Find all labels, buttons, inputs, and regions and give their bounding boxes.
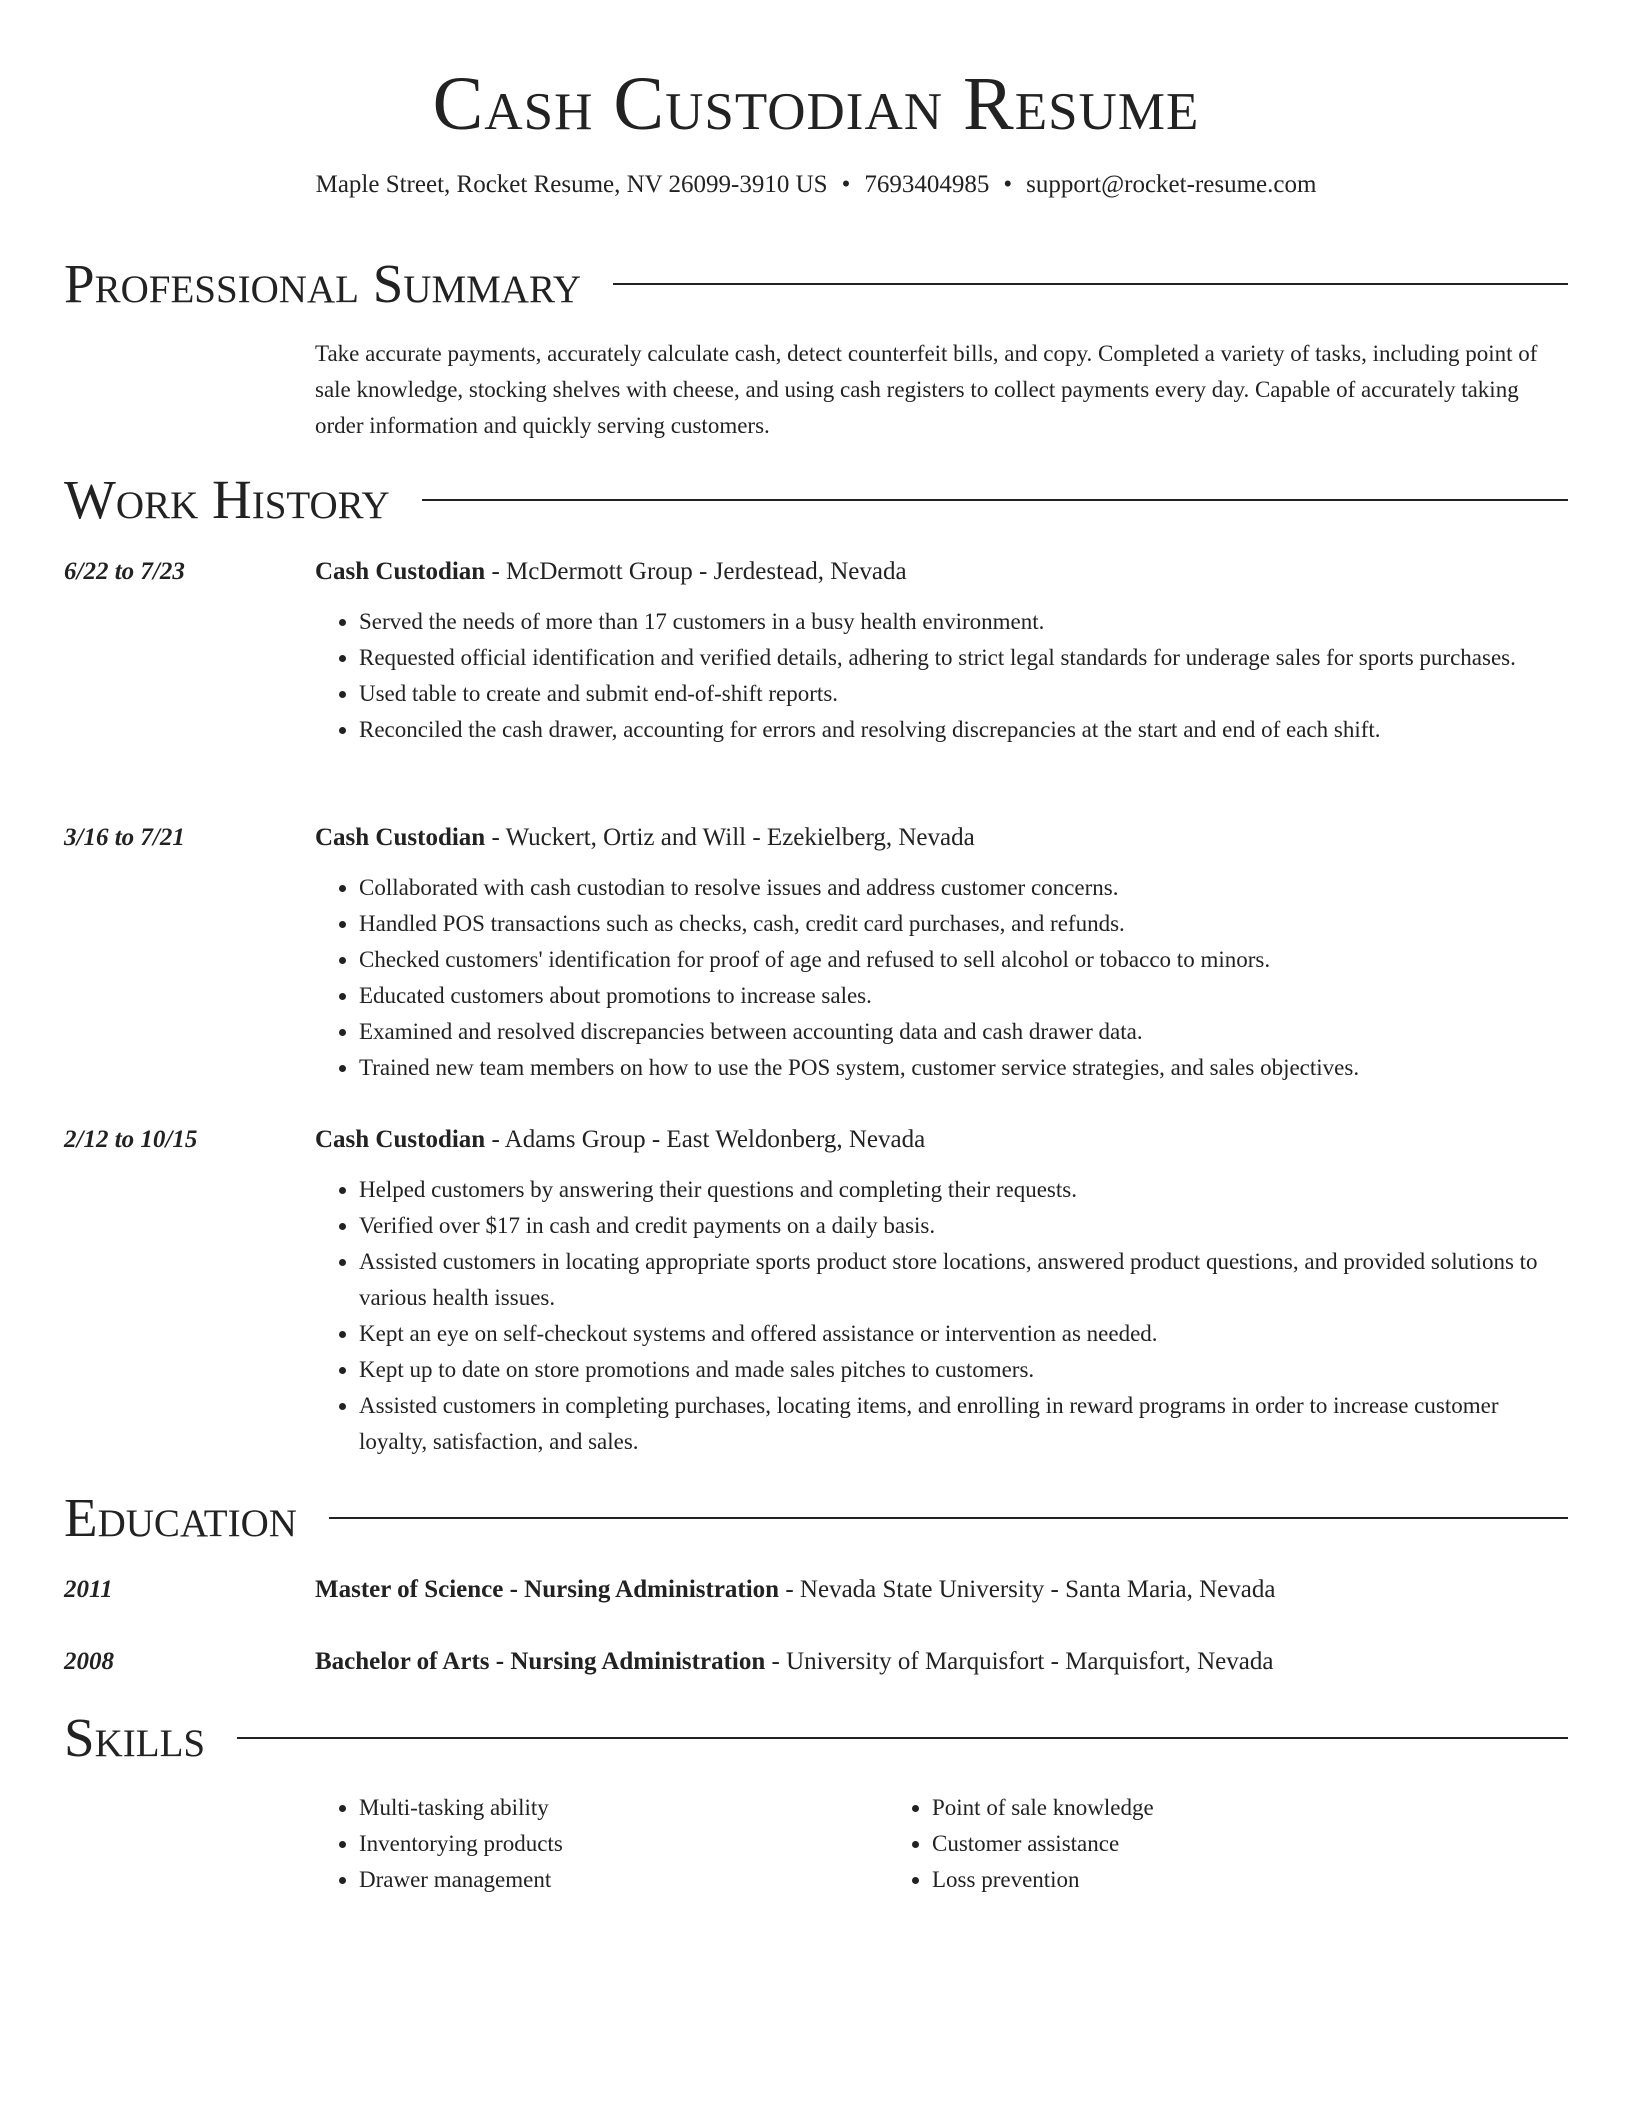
work-heading: Work History	[64, 469, 390, 530]
job-details: - Adams Group - East Weldonberg, Nevada	[485, 1126, 926, 1153]
job-role: Cash Custodian	[315, 824, 486, 851]
skill-item: • Point of sale knowledge	[932, 1790, 1154, 1826]
job-dates: 3/16 to 7/21	[64, 824, 185, 851]
education-year: 2011	[64, 1576, 113, 1603]
resume-title: Cash Custodian Resume	[432, 62, 1200, 146]
job-entry	[64, 820, 1568, 1086]
section-divider	[613, 283, 1568, 285]
list-item: • Trained new team members on how to use the POS system, customer service strategies, and sales objectives.	[359, 1050, 1568, 1086]
skill-item: • Loss prevention	[932, 1862, 1154, 1898]
list-item: • Kept up to date on store promotions and made sales pitches to customers.	[359, 1352, 1568, 1388]
job-details: - McDermott Group - Jerdestead, Nevada	[485, 558, 907, 585]
section-divider	[422, 499, 1568, 501]
summary-text: Take accurate payments, accurately calculate cash, detect counterfeit bills, and copy. Completed a variety of tasks, including point of sale knowledge, stocking shelves with cheese, and using cash registers to collect payments every day. Capable of accurately taking order information and quickly serving customers.	[315, 341, 1538, 438]
contact-phone: 7693404985	[864, 171, 990, 198]
education-entry	[64, 1572, 1568, 1608]
list-item: • Examined and resolved discrepancies between accounting data and cash drawer data.	[359, 1014, 1568, 1050]
skill-item: • Inventorying products	[359, 1826, 888, 1862]
job-header	[64, 820, 1568, 856]
summary-heading: Professional Summary	[64, 253, 582, 314]
list-item: • Assisted customers in locating appropriate sports product store locations, answered product questions, and provided solutions to various health issues.	[359, 1244, 1568, 1316]
skills-column	[888, 1790, 1154, 1898]
summary-section-header	[64, 254, 1568, 314]
section-divider	[237, 1737, 1568, 1739]
job-role: Cash Custodian	[315, 558, 486, 585]
list-item: • Handled POS transactions such as checks, cash, credit card purchases, and refunds.	[359, 906, 1568, 942]
job-bullets	[315, 1172, 1568, 1460]
list-item: • Assisted customers in completing purchases, locating items, and enrolling in reward programs in order to increase customer loyalty, satisfaction, and sales.	[359, 1388, 1568, 1460]
education-section-header	[64, 1488, 1568, 1548]
list-item: • Used table to create and submit end-of-shift reports.	[359, 676, 1568, 712]
contact-address: Maple Street, Rocket Resume, NV 26099-3910 US	[315, 171, 828, 198]
education-details: - Nevada State University - Santa Maria, Nevada	[779, 1576, 1276, 1603]
contact-email: support@rocket-resume.com	[1026, 171, 1317, 198]
skills-list	[64, 1790, 1568, 1898]
job-details: - Wuckert, Ortiz and Will - Ezekielberg, Nevada	[485, 824, 975, 851]
skill-item: • Drawer management	[359, 1862, 888, 1898]
list-item: • Collaborated with cash custodian to resolve issues and address customer concerns.	[359, 870, 1568, 906]
contact-separator: •	[841, 171, 851, 198]
job-bullets	[315, 870, 1568, 1086]
education-degree: Bachelor of Arts - Nursing Administration	[315, 1648, 766, 1675]
job-header	[64, 1122, 1568, 1158]
section-divider	[329, 1517, 1568, 1519]
job-dates: 2/12 to 10/15	[64, 1126, 198, 1153]
job-role: Cash Custodian	[315, 1126, 486, 1153]
list-item: • Checked customers' identification for proof of age and refused to sell alcohol or tobacco to minors.	[359, 942, 1568, 978]
contact-line	[0, 170, 1632, 200]
work-section-header	[64, 470, 1568, 530]
list-item: • Reconciled the cash drawer, accounting for errors and resolving discrepancies at the start and end of each shift.	[359, 712, 1568, 748]
job-dates: 6/22 to 7/23	[64, 558, 185, 585]
education-entry	[64, 1644, 1568, 1680]
job-entry	[64, 554, 1568, 748]
summary-block	[64, 336, 1568, 444]
skill-item: • Customer assistance	[932, 1826, 1154, 1862]
job-header	[64, 554, 1568, 590]
list-item: • Verified over $17 in cash and credit payments on a daily basis.	[359, 1208, 1568, 1244]
education-year: 2008	[64, 1648, 114, 1675]
skills-section-header	[64, 1708, 1568, 1768]
education-heading: Education	[64, 1487, 297, 1548]
skill-item: • Multi-tasking ability	[359, 1790, 888, 1826]
contact-separator: •	[1003, 171, 1013, 198]
education-degree: Master of Science - Nursing Administration	[315, 1576, 780, 1603]
skills-heading: Skills	[64, 1707, 206, 1768]
list-item: • Kept an eye on self-checkout systems and offered assistance or intervention as needed.	[359, 1316, 1568, 1352]
list-item: • Educated customers about promotions to increase sales.	[359, 978, 1568, 1014]
job-bullets	[315, 604, 1568, 748]
list-item: • Served the needs of more than 17 customers in a busy health environment.	[359, 604, 1568, 640]
list-item: • Requested official identification and verified details, adhering to strict legal standards for underage sales for sports purchases.	[359, 640, 1568, 676]
job-entry	[64, 1122, 1568, 1460]
list-item: • Helped customers by answering their questions and completing their requests.	[359, 1172, 1568, 1208]
education-details: - University of Marquisfort - Marquisfort, Nevada	[765, 1648, 1274, 1675]
skills-column	[315, 1790, 888, 1898]
